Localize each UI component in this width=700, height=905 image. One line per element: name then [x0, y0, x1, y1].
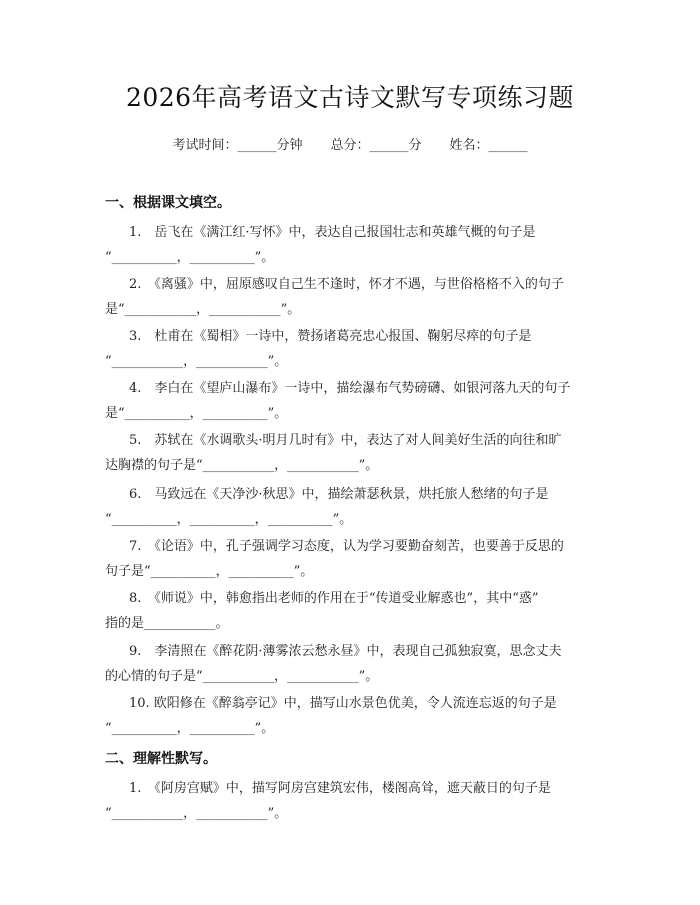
question-1-8 — [105, 586, 600, 636]
answer-blanks: 是“___________，___________”。 — [105, 302, 301, 317]
question-text: 6. 马致远在《天净沙·秋思》中，描绘萧瑟秋景，烘托旅人愁绪的句子是 — [129, 487, 549, 502]
question-1-3 — [105, 324, 600, 374]
question-text: 10. 欧阳修在《醉翁亭记》中，描写山水景色优美，令人流连忘返的句子是 — [129, 696, 557, 711]
question-text: 1. 《阿房宫赋》中，描写阿房宫建筑宏伟，楼阁高耸，遮天蔽日的句子是 — [129, 781, 551, 796]
question-1-5 — [105, 428, 600, 478]
question-1-2 — [105, 272, 600, 322]
question-1-1 — [105, 220, 600, 270]
answer-blanks: “__________，__________”。 — [105, 250, 275, 265]
answer-blanks: 指的是___________。 — [105, 616, 229, 631]
question-1-9 — [105, 639, 600, 689]
section-heading-1: 一、根据课文填空。 — [105, 195, 231, 211]
question-1-10 — [105, 691, 600, 741]
question-2-1 — [105, 776, 600, 826]
page-title: 2026年高考语文古诗文默写专项练习题 — [125, 83, 575, 112]
total-score-field: 总分：______分 — [330, 138, 422, 153]
exam-time-field: 考试时间：______分钟 — [172, 138, 303, 153]
answer-blanks: 的心情的句子是“___________，___________”。 — [105, 669, 379, 684]
section-heading-2: 二、理解性默写。 — [105, 751, 217, 767]
question-1-4 — [105, 376, 600, 426]
question-text: 7. 《论语》中，孔子强调学习态度，认为学习要勤奋刻苦，也要善于反思的 — [129, 539, 564, 554]
student-name-field: 姓名：______ — [449, 138, 528, 153]
answer-blanks: “___________，___________”。 — [105, 354, 288, 369]
question-1-7 — [105, 534, 600, 584]
question-1-6 — [105, 482, 600, 532]
answer-blanks: 句子是“__________，__________”。 — [105, 564, 314, 579]
question-text: 5. 苏轼在《水调歌头·明月几时有》中，表达了对人间美好生活的向往和旷 — [129, 433, 562, 448]
question-text: 4. 李白在《望庐山瀑布》一诗中，描绘瀑布气势磅礴、如银河落九天的句子 — [129, 381, 571, 396]
question-text: 1. 岳飞在《满江红·写怀》中，表达自己报国壮志和英雄气概的句子是 — [129, 225, 536, 240]
answer-blanks: “___________，___________”。 — [105, 806, 288, 821]
exam-meta — [0, 134, 700, 153]
question-text: 3. 杜甫在《蜀相》一诗中，赞扬诸葛亮忠心报国、鞠躬尽瘁的句子是 — [129, 329, 532, 344]
answer-blanks: “__________，__________，__________”。 — [105, 512, 353, 527]
question-text: 9. 李清照在《醉花阴·薄雾浓云愁永昼》中，表现自己孤独寂寞，思念丈夫 — [129, 644, 562, 659]
answer-blanks: “__________，__________”。 — [105, 721, 275, 736]
answer-blanks: 是“__________，__________”。 — [105, 406, 288, 421]
answer-blanks: 达胸襟的句子是“___________，___________”。 — [105, 458, 379, 473]
question-text: 2. 《离骚》中，屈原感叹自己生不逢时，怀才不遇，与世俗格格不入的句子 — [129, 277, 564, 292]
question-text: 8. 《师说》中，韩愈指出老师的作用在于“传道受业解惑也”，其中“惑” — [129, 591, 539, 606]
